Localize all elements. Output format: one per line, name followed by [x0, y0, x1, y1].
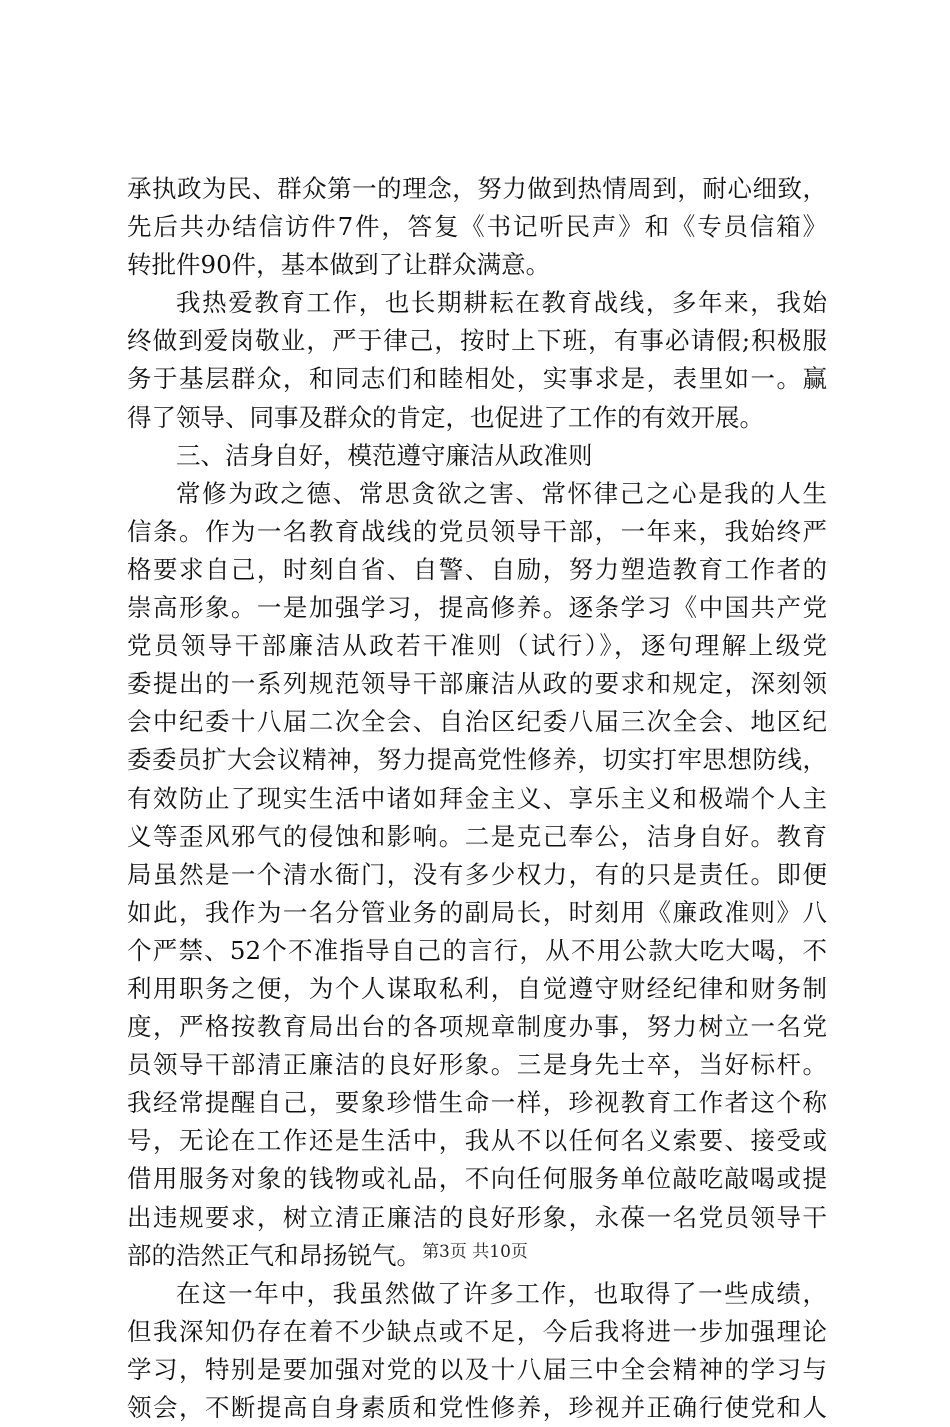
text-line: 借用服务对象的钱物或礼品，不向任何服务单位敲吃敲喝或提 [127, 1164, 827, 1194]
text-line: 我经常提醒自己，要象珍惜生命一样，珍视教育工作者这个称 [127, 1088, 827, 1118]
document-body [127, 170, 827, 1427]
text-line: 先后共办结信访件7件，答复《书记听民声》和《专员信箱》 [127, 212, 827, 242]
text-line: 义等歪风邪气的侵蚀和影响。二是克己奉公，洁身自好。教育 [127, 821, 827, 851]
paragraph-first-line: 在这一年中，我虽然做了许多工作，也取得了一些成绩， [176, 1278, 827, 1308]
text-line: 如此，我作为一名分管业务的副局长，时刻用《廉政准则》八 [127, 897, 827, 927]
text-line: 有效防止了现实生活中诸如拜金主义、享乐主义和极端个人主 [127, 783, 827, 813]
text-line: 会中纪委十八届二次全会、自治区纪委八届三次全会、地区纪 [127, 707, 827, 737]
text-line: 部的浩然正气和昂扬锐气。 [127, 1240, 421, 1270]
text-line: 号，无论在工作还是生活中，我从不以任何名义索要、接受或 [127, 1126, 827, 1156]
text-line: 个严禁、52个不准指导自己的言行，从不用公款大吃大喝，不 [127, 935, 827, 965]
text-line: 学习，特别是要加强对党的以及十八届三中全会精神的学习与 [127, 1354, 827, 1384]
text-line: 局虽然是一个清水衙门，没有多少权力，有的只是责任。即便 [127, 859, 827, 889]
text-line: 度，严格按教育局出台的各项规章制度办事，努力树立一名党 [127, 1012, 827, 1042]
text-line: 信条。作为一名教育战线的党员领导干部，一年来，我始终严 [127, 516, 827, 546]
page-number-footer: 第3页 共10页 [422, 1242, 528, 1262]
text-line: 委委员扩大会议精神，努力提高党性修养，切实打牢思想防线， [127, 745, 827, 775]
text-line: 委提出的一系列规范领导干部廉洁从政的要求和规定，深刻领 [127, 669, 827, 699]
paragraph-first-line: 常修为政之德、常思贪欲之害、常怀律己之心是我的人生 [176, 478, 827, 508]
text-line: 员领导干部清正廉洁的良好形象。三是身先士卒，当好标杆。 [127, 1050, 827, 1080]
text-line: 得了领导、同事及群众的肯定，也促进了工作的有效开展。 [127, 402, 764, 432]
text-line: 承执政为民、群众第一的理念，努力做到热情周到，耐心细致， [127, 174, 827, 203]
text-line: 格要求自己，时刻自省、自警、自励，努力塑造教育工作者的 [127, 554, 827, 584]
text-line: 出违规要求，树立清正廉洁的良好形象，永葆一名党员领导干 [127, 1202, 827, 1232]
text-line: 务于基层群众，和同志们和睦相处，实事求是，表里如一。赢 [127, 364, 827, 394]
text-line: 转批件90件，基本做到了让群众满意。 [127, 250, 551, 280]
text-line: 但我深知仍存在着不少缺点或不足，今后我将进一步加强理论 [127, 1316, 827, 1346]
section-heading: 三、洁身自好，模范遵守廉洁从政准则 [176, 440, 593, 470]
text-line: 党员领导干部廉洁从政若干准则（试行）》，逐句理解上级党 [127, 631, 827, 661]
text-line: 崇高形象。一是加强学习，提高修养。逐条学习《中国共产党 [127, 593, 827, 623]
text-line: 终做到爱岗敬业，严于律己，按时上下班，有事必请假;积极服 [127, 326, 827, 356]
text-line: 领会，不断提高自身素质和党性修养，珍视并正确行使党和人 [127, 1393, 827, 1422]
text-line: 利用职务之便，为个人谋取私利，自觉遵守财经纪律和财务制 [127, 973, 827, 1003]
paragraph-first-line: 我热爱教育工作，也长期耕耘在教育战线，多年来，我始 [176, 288, 827, 318]
